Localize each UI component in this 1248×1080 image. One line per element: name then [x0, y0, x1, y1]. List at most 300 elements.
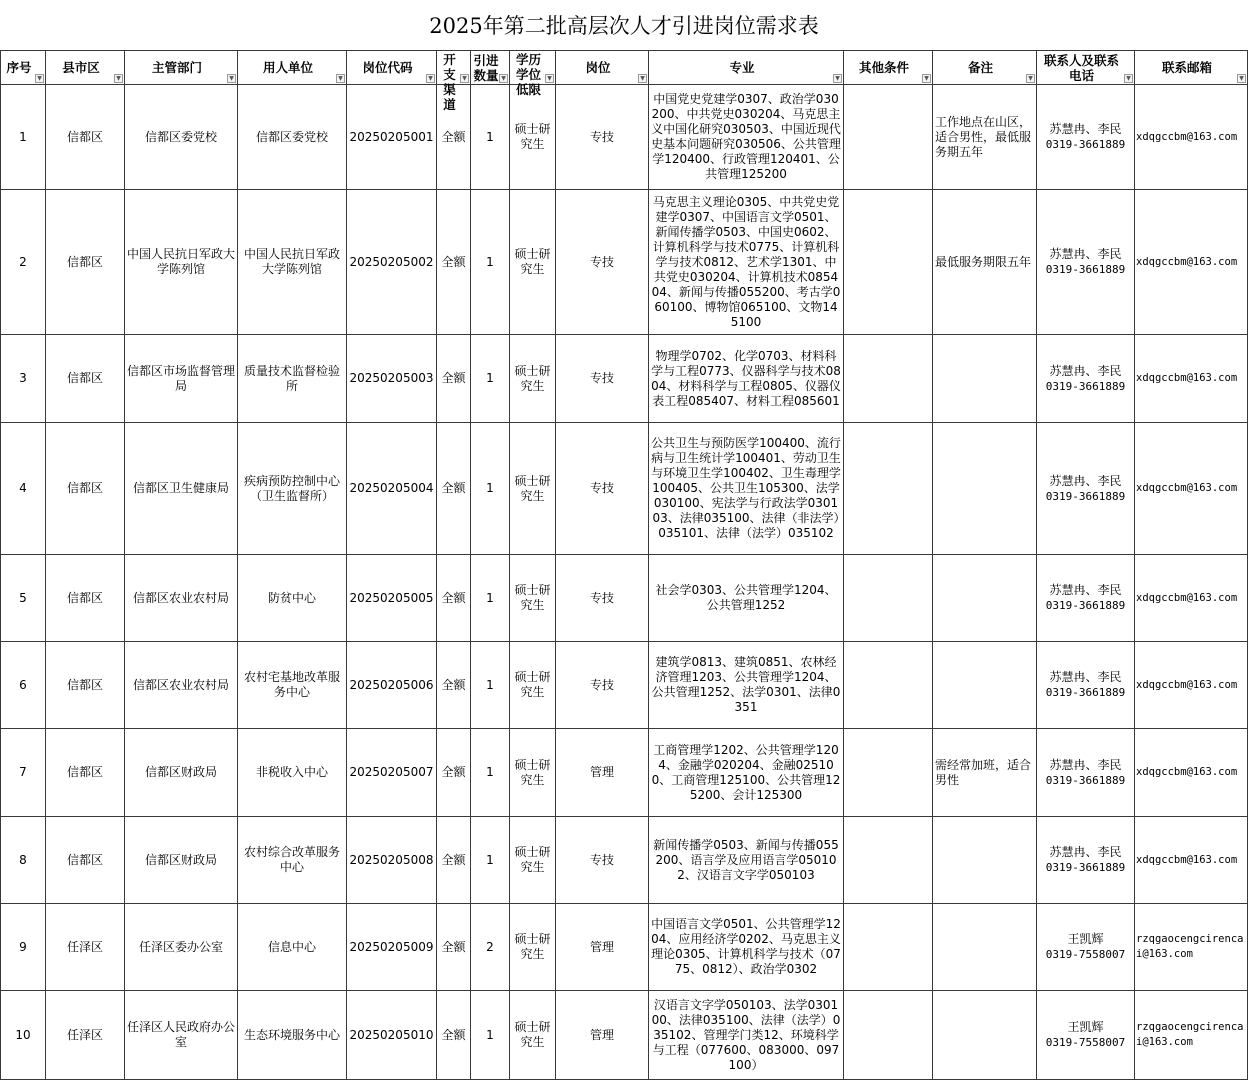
cell-dept-text: 中国人民抗日军政大学陈列馆	[127, 247, 236, 276]
cell-email-text: xdqgccbm@163.com	[1136, 591, 1238, 604]
job-requirements-table	[0, 50, 1248, 1080]
cell-no	[1, 335, 46, 423]
column-header-6	[437, 51, 471, 112]
table-row	[1, 335, 1248, 423]
cell-post	[556, 729, 649, 817]
column-header-label: 备注	[967, 60, 993, 75]
cell-post-text: 专技	[589, 852, 614, 867]
cell-degree-text: 硕士研究生	[514, 122, 551, 151]
cell-post-text: 专技	[589, 129, 614, 144]
cell-contact-text: 苏慧冉、李民	[1049, 122, 1122, 136]
cell-major-text: 马克思主义理论0305、中共党史党建学0307、中国语言文学0501、新闻传播学0503、中国史0602、计算机科学与技术0775、计算机科学与技术0812、艺术学1301、中共党史030204、计算机技术085404、新闻与传播055200、考古学060100、博物馆065100、文物145100	[651, 194, 841, 329]
cell-no	[1, 817, 46, 904]
cell-email	[1135, 729, 1248, 817]
cell-contact-text: 苏慧冉、李民	[1049, 845, 1122, 859]
filter-dropdown-icon[interactable]: ▼	[1124, 74, 1133, 83]
cell-email-text: xdqgccbm@163.com	[1136, 482, 1238, 494]
cell-dept-text: 信都区农业农村局	[132, 590, 229, 605]
cell-fund-text: 全额	[441, 939, 466, 954]
cell-post-text: 管理	[589, 1027, 614, 1042]
cell-unit	[238, 729, 347, 817]
cell-dept	[125, 85, 238, 190]
cell-dept-text: 信都区卫生健康局	[132, 481, 229, 495]
cell-unit	[238, 991, 347, 1080]
cell-contact-text: 苏慧冉、李民	[1049, 670, 1122, 684]
filter-dropdown-icon[interactable]: ▼	[35, 74, 44, 83]
cell-degree-text: 硕士研究生	[514, 363, 551, 393]
cell-major-text: 建筑学0813、建筑0851、农林经济管理1203、公共管理学1204、公共管理1252、法学0301、法律0351	[651, 655, 841, 714]
cell-major-text: 新闻传播学0503、新闻与传播055200、语言学及应用语言学050102、汉语言文字学050103	[653, 837, 839, 882]
cell-note	[933, 817, 1037, 904]
cell-phone-text: 0319-3661889	[1045, 686, 1126, 699]
cell-post	[556, 817, 649, 904]
column-header-9	[556, 51, 649, 85]
cell-major	[649, 190, 844, 335]
cell-post-text: 专技	[589, 481, 614, 495]
cell-post-text: 专技	[589, 371, 614, 385]
cell-email-text: xdqgccbm@163.com	[1136, 130, 1238, 143]
cell-county	[46, 904, 125, 991]
cell-degree-text: 硕士研究生	[514, 583, 551, 612]
table-row	[1, 190, 1248, 335]
cell-count	[471, 904, 510, 991]
cell-other	[844, 904, 933, 991]
cell-degree	[510, 817, 556, 904]
cell-fund-text: 全额	[441, 590, 466, 605]
column-header-label: 开支渠道	[443, 51, 456, 112]
cell-contact	[1037, 729, 1135, 817]
cell-major	[649, 729, 844, 817]
table-row	[1, 642, 1248, 729]
cell-note	[933, 190, 1037, 335]
cell-no	[1, 729, 46, 817]
table-row	[1, 85, 1248, 190]
cell-degree	[510, 423, 556, 555]
cell-degree-text: 硕士研究生	[514, 1020, 551, 1049]
cell-degree-text: 硕士研究生	[514, 473, 551, 503]
cell-count-text: 1	[486, 590, 494, 605]
cell-count	[471, 190, 510, 335]
cell-count-text: 1	[486, 129, 494, 144]
cell-other	[844, 335, 933, 423]
cell-no	[1, 904, 46, 991]
cell-fund	[437, 423, 471, 555]
column-header-1	[1, 51, 46, 85]
cell-county-text: 信都区	[66, 371, 103, 385]
cell-major-text: 中国党史党建学0307、政治学030200、中共党史030204、马克思主义中国化研究030503、中国近现代史基本问题研究030506、公共管理学120400、行政管理120401、公共管理125200	[651, 92, 841, 181]
cell-degree	[510, 729, 556, 817]
cell-code-text: 20250205003	[349, 371, 434, 385]
cell-fund-text: 全额	[441, 254, 466, 269]
column-header-5	[347, 51, 437, 85]
column-header-13	[1037, 51, 1135, 85]
cell-code	[347, 817, 437, 904]
cell-code	[347, 904, 437, 991]
cell-email-text: rzqgaocengcirencai@163.com	[1136, 1021, 1244, 1048]
cell-email	[1135, 335, 1248, 423]
filter-dropdown-icon[interactable]: ▼	[545, 74, 554, 83]
filter-dropdown-icon[interactable]: ▼	[114, 74, 123, 83]
cell-degree-text: 硕士研究生	[514, 670, 551, 699]
cell-no	[1, 423, 46, 555]
cell-code-text: 20250205009	[349, 939, 434, 954]
column-header-label: 主管部门	[151, 60, 202, 75]
cell-degree	[510, 335, 556, 423]
cell-fund-text: 全额	[441, 481, 466, 495]
cell-county	[46, 991, 125, 1080]
cell-unit	[238, 335, 347, 423]
cell-county	[46, 190, 125, 335]
cell-count-text: 1	[486, 254, 494, 269]
cell-count	[471, 555, 510, 642]
cell-post	[556, 642, 649, 729]
cell-phone-text: 0319-7558007	[1045, 1036, 1126, 1049]
cell-dept-text: 信都区财政局	[144, 765, 217, 779]
cell-post-text: 专技	[589, 677, 614, 692]
header-row	[1, 51, 1248, 85]
cell-county-text: 信都区	[66, 590, 103, 605]
cell-no	[1, 555, 46, 642]
column-header-11	[844, 51, 933, 85]
cell-dept	[125, 904, 238, 991]
cell-count-text: 1	[486, 765, 494, 779]
filter-dropdown-icon[interactable]: ▼	[460, 74, 469, 83]
cell-no-text: 4	[19, 481, 27, 495]
cell-count-text: 1	[486, 1027, 494, 1042]
cell-count	[471, 335, 510, 423]
cell-email	[1135, 555, 1248, 642]
cell-major-text: 物理学0702、化学0703、材料科学与工程0773、仪器科学与技术0804、材料科学与工程0805、仪器仪表工程085407、材料工程085601	[651, 348, 841, 408]
cell-major	[649, 642, 844, 729]
cell-dept	[125, 423, 238, 555]
cell-major	[649, 817, 844, 904]
cell-dept-text: 任泽区委办公室	[138, 939, 223, 954]
cell-phone-text: 0319-3661889	[1045, 599, 1126, 612]
cell-code-text: 20250205002	[349, 254, 434, 269]
filter-dropdown-icon[interactable]: ▼	[922, 74, 931, 83]
column-header-10	[649, 51, 844, 85]
cell-unit-text: 中国人民抗日军政大学陈列馆	[243, 247, 340, 276]
cell-contact-text: 王凯辉	[1067, 1020, 1104, 1034]
cell-code-text: 20250205007	[349, 765, 434, 779]
cell-fund-text: 全额	[441, 1027, 466, 1042]
cell-note	[933, 555, 1037, 642]
cell-post-text: 专技	[589, 590, 614, 605]
column-header-14	[1135, 51, 1248, 85]
cell-code-text: 20250205001	[349, 129, 434, 144]
cell-contact-text: 苏慧冉、李民	[1049, 583, 1122, 597]
cell-phone-text: 0319-3661889	[1045, 138, 1126, 151]
cell-no	[1, 85, 46, 190]
cell-dept-text: 信都区农业农村局	[132, 677, 229, 692]
cell-no-text: 1	[19, 129, 27, 144]
cell-email-text: xdqgccbm@163.com	[1136, 853, 1238, 866]
cell-post	[556, 555, 649, 642]
cell-degree	[510, 642, 556, 729]
cell-phone-text: 0319-3661889	[1045, 379, 1126, 393]
column-header-label: 引进数量	[473, 52, 499, 83]
cell-unit-text: 防贫中心	[267, 590, 316, 605]
table-row	[1, 729, 1248, 817]
column-header-label: 联系人及联系电话	[1043, 52, 1119, 83]
cell-email	[1135, 991, 1248, 1080]
cell-code-text: 20250205004	[349, 481, 434, 495]
cell-unit-text: 疾病预防控制中心（卫生监督所）	[243, 473, 340, 503]
cell-no	[1, 190, 46, 335]
cell-no-text: 9	[19, 939, 27, 954]
cell-dept-text: 信都区委党校	[144, 129, 217, 144]
column-header-7	[471, 51, 510, 85]
cell-note	[933, 991, 1037, 1080]
cell-note-text: 需经常加班，适合男性	[935, 757, 1032, 787]
cell-count-text: 1	[486, 481, 494, 495]
cell-email	[1135, 642, 1248, 729]
cell-no-text: 6	[19, 677, 27, 692]
filter-dropdown-icon[interactable]: ▼	[336, 74, 345, 83]
cell-phone-text: 0319-3661889	[1045, 263, 1126, 276]
filter-dropdown-icon[interactable]: ▼	[833, 74, 842, 83]
cell-code	[347, 335, 437, 423]
column-header-label: 专业	[729, 60, 755, 75]
cell-major-text: 公共卫生与预防医学100400、流行病与卫生统计学100401、劳动卫生与环境卫生学100402、卫生毒理学100405、公共卫生105300、法学030100、宪法学与行政法学030103、法律035100、法律（非法学）035101、法律（法学）035102	[651, 436, 841, 540]
cell-code-text: 20250205010	[349, 1027, 434, 1042]
cell-major	[649, 335, 844, 423]
filter-dropdown-icon[interactable]: ▼	[227, 74, 236, 83]
table-row	[1, 423, 1248, 555]
cell-email-text: rzqgaocengcirencai@163.com	[1136, 933, 1244, 960]
cell-fund	[437, 555, 471, 642]
table-row	[1, 555, 1248, 642]
cell-unit-text: 信都区委党校	[255, 129, 328, 144]
column-header-label: 学历学位低限	[515, 51, 541, 97]
cell-post	[556, 423, 649, 555]
cell-unit	[238, 423, 347, 555]
cell-other	[844, 729, 933, 817]
cell-dept-text: 信都区财政局	[144, 852, 217, 867]
cell-degree-text: 硕士研究生	[514, 247, 551, 276]
cell-fund-text: 全额	[441, 129, 466, 144]
table-body	[1, 85, 1248, 1080]
cell-county-text: 信都区	[66, 765, 103, 779]
cell-degree-text: 硕士研究生	[514, 757, 551, 787]
cell-unit-text: 信息中心	[267, 939, 316, 954]
column-header-label: 联系邮箱	[1161, 60, 1212, 75]
cell-other	[844, 642, 933, 729]
cell-contact	[1037, 335, 1135, 423]
cell-major	[649, 85, 844, 190]
column-header-label: 县市区	[62, 60, 100, 75]
cell-note	[933, 335, 1037, 423]
cell-major-text: 社会学0303、公共管理学1204、公共管理1252	[655, 583, 837, 612]
cell-no-text: 2	[19, 254, 27, 269]
cell-dept	[125, 817, 238, 904]
cell-note-text: 最低服务期限五年	[935, 254, 1032, 269]
cell-code-text: 20250205006	[349, 677, 434, 692]
cell-other	[844, 85, 933, 190]
cell-unit	[238, 904, 347, 991]
cell-note-text: 工作地点在山区，适合男性，最低服务期五年	[935, 114, 1032, 159]
cell-degree-text: 硕士研究生	[514, 845, 551, 874]
cell-count-text: 1	[486, 677, 494, 692]
cell-code	[347, 642, 437, 729]
cell-code	[347, 555, 437, 642]
cell-other	[844, 555, 933, 642]
cell-unit-text: 农村综合改革服务中心	[243, 845, 340, 874]
cell-county	[46, 642, 125, 729]
cell-email-text: xdqgccbm@163.com	[1136, 372, 1238, 384]
cell-contact	[1037, 991, 1135, 1080]
cell-major	[649, 991, 844, 1080]
cell-county	[46, 555, 125, 642]
cell-contact	[1037, 85, 1135, 190]
cell-contact-text: 王凯辉	[1067, 932, 1104, 946]
cell-dept	[125, 991, 238, 1080]
cell-contact-text: 苏慧冉、李民	[1049, 247, 1122, 261]
cell-dept	[125, 190, 238, 335]
cell-dept	[125, 729, 238, 817]
cell-count	[471, 85, 510, 190]
cell-post-text: 专技	[589, 254, 614, 269]
cell-unit	[238, 642, 347, 729]
cell-county	[46, 85, 125, 190]
cell-code	[347, 991, 437, 1080]
filter-dropdown-icon[interactable]: ▼	[1026, 74, 1035, 83]
cell-post-text: 管理	[589, 939, 614, 954]
cell-no-text: 8	[19, 852, 27, 867]
cell-unit	[238, 817, 347, 904]
column-header-label: 其他条件	[858, 60, 909, 75]
cell-unit	[238, 190, 347, 335]
filter-dropdown-icon[interactable]: ▼	[1237, 74, 1246, 83]
cell-degree-text: 硕士研究生	[514, 932, 551, 961]
cell-code	[347, 85, 437, 190]
cell-post	[556, 335, 649, 423]
cell-major-text: 中国语言文学0501、公共管理学1204、应用经济学0202、马克思主义理论0305、计算机科学与技术（0775、0812）、政治学0302	[651, 917, 841, 976]
cell-degree	[510, 190, 556, 335]
cell-post	[556, 190, 649, 335]
cell-phone-text: 0319-7558007	[1045, 948, 1126, 961]
cell-post	[556, 85, 649, 190]
column-header-3	[125, 51, 238, 85]
cell-contact-text: 苏慧冉、李民	[1049, 757, 1122, 772]
cell-code-text: 20250205005	[349, 590, 434, 605]
cell-county-text: 信都区	[66, 852, 103, 867]
cell-degree	[510, 904, 556, 991]
cell-dept	[125, 335, 238, 423]
cell-fund-text: 全额	[441, 677, 466, 692]
column-header-label: 序号	[6, 60, 32, 75]
cell-fund	[437, 817, 471, 904]
cell-no-text: 7	[19, 765, 27, 779]
cell-other	[844, 190, 933, 335]
cell-county-text: 信都区	[66, 677, 103, 692]
cell-count	[471, 423, 510, 555]
cell-county-text: 任泽区	[66, 1027, 103, 1042]
cell-phone-text: 0319-3661889	[1045, 773, 1126, 787]
cell-post-text: 管理	[589, 765, 614, 779]
column-header-4	[238, 51, 347, 85]
cell-code	[347, 729, 437, 817]
cell-degree	[510, 85, 556, 190]
cell-other	[844, 817, 933, 904]
cell-other	[844, 991, 933, 1080]
table-row	[1, 904, 1248, 991]
cell-county	[46, 335, 125, 423]
cell-contact	[1037, 423, 1135, 555]
table-row	[1, 817, 1248, 904]
column-header-8	[510, 51, 556, 97]
cell-major	[649, 904, 844, 991]
cell-count-text: 2	[486, 939, 494, 954]
column-header-label: 用人单位	[262, 60, 313, 75]
cell-contact-text: 苏慧冉、李民	[1049, 473, 1122, 488]
filter-dropdown-icon[interactable]: ▼	[638, 74, 647, 83]
cell-count-text: 1	[486, 852, 494, 867]
cell-dept-text: 信都区市场监督管理局	[127, 363, 236, 393]
cell-county-text: 任泽区	[66, 939, 103, 954]
cell-county	[46, 817, 125, 904]
cell-contact	[1037, 904, 1135, 991]
cell-email	[1135, 423, 1248, 555]
cell-contact	[1037, 642, 1135, 729]
cell-fund-text: 全额	[441, 852, 466, 867]
cell-count	[471, 991, 510, 1080]
cell-no	[1, 642, 46, 729]
cell-contact	[1037, 190, 1135, 335]
cell-unit-text: 非税收入中心	[255, 765, 328, 779]
cell-email-text: xdqgccbm@163.com	[1136, 255, 1238, 268]
cell-unit	[238, 85, 347, 190]
cell-post	[556, 904, 649, 991]
cell-fund	[437, 190, 471, 335]
filter-dropdown-icon[interactable]: ▼	[499, 74, 508, 83]
cell-code-text: 20250205008	[349, 852, 434, 867]
cell-dept-text: 任泽区人民政府办公室	[127, 1020, 236, 1049]
cell-degree	[510, 991, 556, 1080]
cell-major	[649, 423, 844, 555]
cell-fund-text: 全额	[441, 765, 466, 779]
cell-fund	[437, 729, 471, 817]
column-header-label: 岗位	[585, 60, 611, 75]
cell-email-text: xdqgccbm@163.com	[1136, 678, 1238, 691]
cell-count	[471, 729, 510, 817]
cell-contact	[1037, 555, 1135, 642]
cell-fund	[437, 335, 471, 423]
cell-county	[46, 423, 125, 555]
cell-email	[1135, 904, 1248, 991]
cell-unit	[238, 555, 347, 642]
column-header-label: 岗位代码	[362, 60, 413, 75]
cell-county	[46, 729, 125, 817]
cell-phone-text: 0319-3661889	[1045, 489, 1126, 503]
cell-no-text: 5	[19, 590, 27, 605]
table-row	[1, 991, 1248, 1080]
cell-note	[933, 642, 1037, 729]
cell-phone-text: 0319-3661889	[1045, 861, 1126, 874]
cell-unit-text: 生态环境服务中心	[243, 1027, 340, 1042]
cell-note	[933, 85, 1037, 190]
cell-major-text: 汉语言文字学050103、法学030100、法律035100、法律（法学）035102、管理学门类12、环境科学与工程（077600、083000、097100）	[651, 997, 841, 1072]
cell-count	[471, 817, 510, 904]
cell-fund-text: 全额	[441, 371, 466, 385]
cell-email-text: xdqgccbm@163.com	[1136, 766, 1238, 778]
cell-contact	[1037, 817, 1135, 904]
cell-note	[933, 904, 1037, 991]
cell-post	[556, 991, 649, 1080]
column-header-2	[46, 51, 125, 85]
cell-dept	[125, 642, 238, 729]
filter-dropdown-icon[interactable]: ▼	[426, 74, 435, 83]
